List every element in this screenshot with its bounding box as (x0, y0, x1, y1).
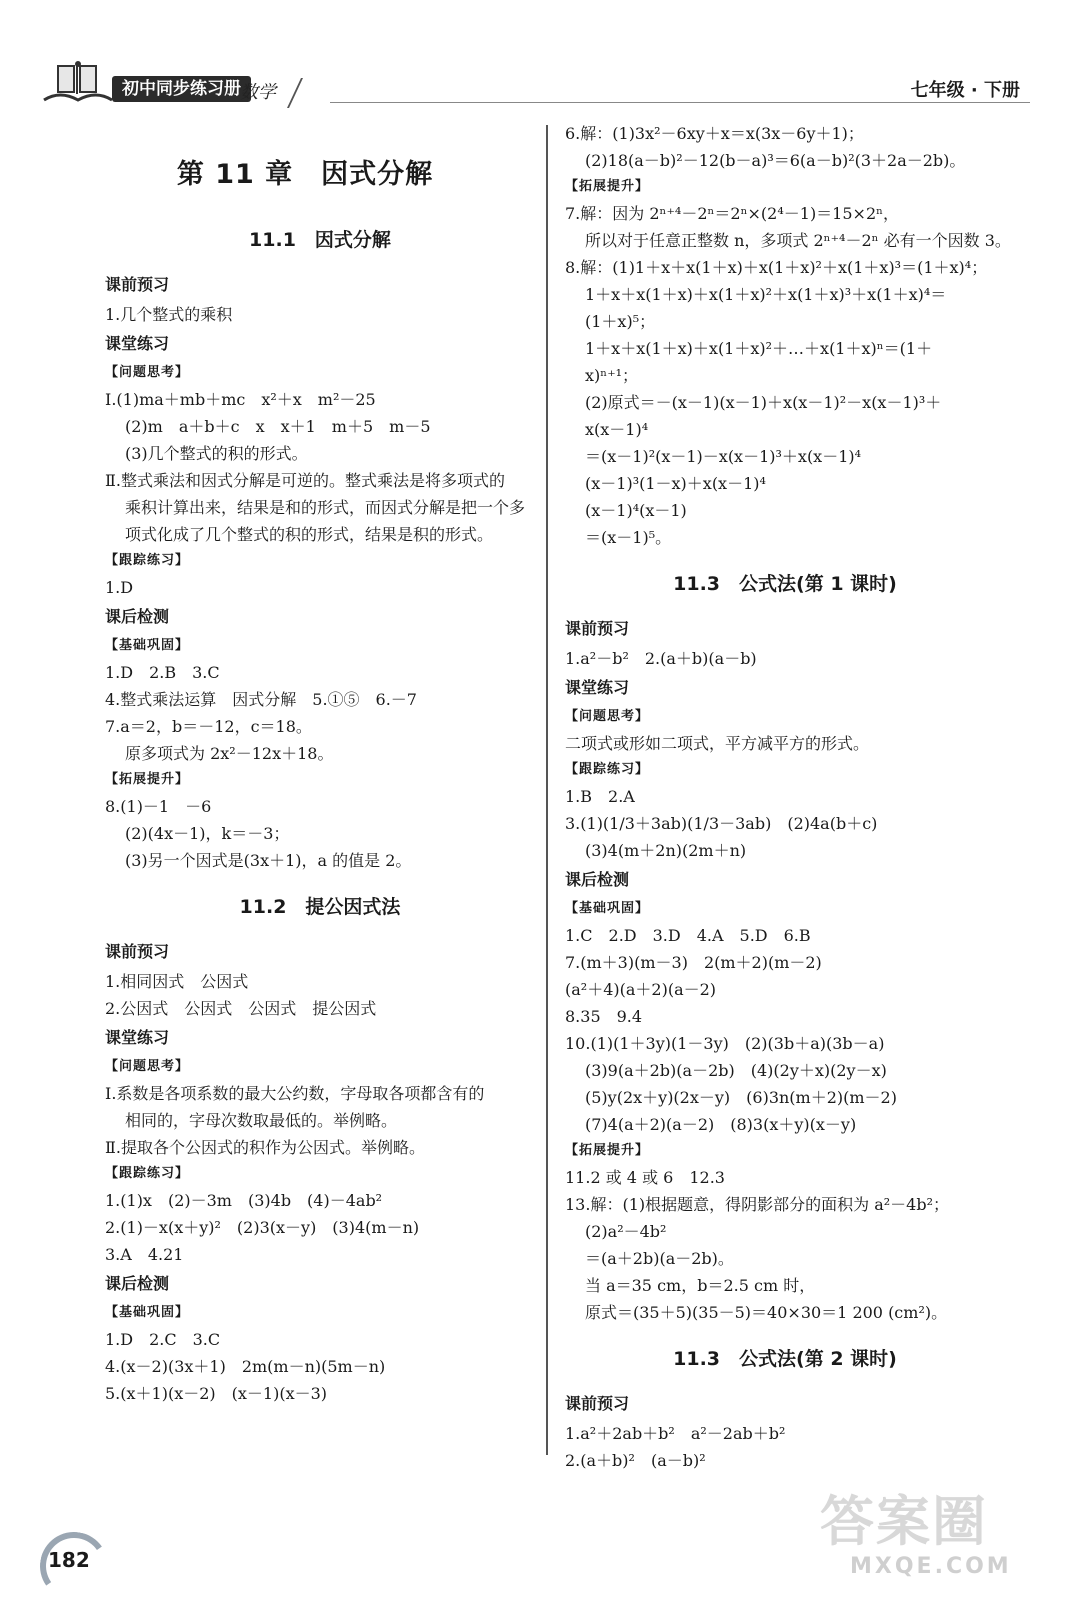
answer-line: 4.(x－2)(3x＋1) 2m(m－n)(5m－n) (105, 1357, 386, 1376)
subject-label: 数学 (240, 82, 276, 103)
answer-line: (x－1)³(1－x)＋x(x－1)⁴ (585, 474, 766, 493)
watermark-url: MXQE.COM (850, 1554, 1012, 1579)
answer-line: (2)18(a－b)²－12(b－a)³＝6(a－b)²(3＋2a－2b)。 (585, 151, 966, 170)
chapter-title: 第 11 章 因式分解 (176, 159, 434, 190)
subsection-heading: 课堂练习 (105, 334, 170, 353)
answer-line: (2)a²－4b² (585, 1222, 667, 1241)
exercise-tag: 【基础巩固】 (105, 638, 190, 653)
exercise-tag: 【拓展提升】 (565, 179, 650, 194)
answer-line: 7.a＝2，b＝－12，c＝18。 (105, 717, 312, 736)
answer-line: 相同的，字母次数取最低的。举例略。 (125, 1111, 398, 1130)
answer-line: Ⅰ.系数是各项系数的最大公约数，字母取各项都含有的 (105, 1084, 485, 1103)
series-title: 初中同步练习册 (112, 76, 251, 102)
answer-line: 1＋x＋x(1＋x)＋x(1＋x)²＋…＋x(1＋x)ⁿ＝(1＋ (585, 339, 933, 358)
answer-line: 当 a＝35 cm，b＝2.5 cm 时， (585, 1276, 816, 1295)
exercise-tag: 【拓展提升】 (105, 772, 190, 787)
section-title: 11.2 提公因式法 (239, 896, 401, 918)
answer-line: 8.(1)－1 －6 (105, 797, 212, 816)
answer-line: 1.几个整式的乘积 (105, 305, 233, 324)
answer-line: 1.D 2.B 3.C (105, 663, 220, 682)
subsection-heading: 课后检测 (105, 1274, 170, 1293)
subsection-heading: 课后检测 (105, 607, 170, 626)
page-number-text: 182 (48, 1548, 90, 1572)
answer-line: 3.A 4.21 (105, 1245, 184, 1264)
page-header (40, 60, 1030, 110)
answer-line: 2.(a＋b)² (a－b)² (565, 1451, 706, 1470)
answer-line: 1.D 2.C 3.C (105, 1330, 221, 1349)
exercise-tag: 【基础巩固】 (105, 1305, 190, 1320)
exercise-tag: 【跟踪练习】 (105, 1166, 190, 1181)
answer-line: (7)4(a＋2)(a－2) (8)3(x＋y)(x－y) (585, 1115, 857, 1134)
answer-line: 11.2 或 4 或 6 12.3 (565, 1168, 725, 1187)
watermark-main: 答案圈 (820, 1490, 988, 1553)
header-rule (330, 102, 1030, 103)
answer-line: (x－1)⁴(x－1) (585, 501, 687, 520)
answer-line: (5)y(2x＋y)(2x－y) (6)3n(m＋2)(m－2) (585, 1088, 897, 1107)
subsection-heading: 课堂练习 (105, 1028, 170, 1047)
subsection-heading: 课前预习 (565, 619, 630, 638)
section-title: 11.1 因式分解 (249, 229, 391, 251)
answer-line: 1.a²－b² 2.(a＋b)(a－b) (565, 649, 757, 668)
answer-line: (2)原式＝－(x－1)(x－1)＋x(x－1)²－x(x－1)³＋ (585, 393, 942, 412)
book-logo-icon (40, 60, 116, 106)
right-column (565, 120, 1011, 1474)
answer-line: x(x－1)⁴ (585, 420, 649, 439)
exercise-tag: 【问题思考】 (105, 365, 190, 380)
answer-line: 原式＝(35＋5)(35－5)＝40×30＝1 200 (cm²)。 (585, 1303, 948, 1322)
answer-line: 1.a²＋2ab＋b² a²－2ab＋b² (565, 1424, 786, 1443)
answer-line: 10.(1)(1＋3y)(1－3y) (2)(3b＋a)(3b－a) (565, 1034, 885, 1053)
answer-line: 原多项式为 2x²－12x＋18。 (125, 744, 334, 763)
answer-line: Ⅱ.整式乘法和因式分解是可逆的。整式乘法是将多项式的 (105, 471, 505, 490)
answer-line: ＝(x－1)⁵。 (585, 528, 672, 547)
header-slash-divider (287, 78, 303, 108)
answer-line: (3)几个整式的积的形式。 (125, 444, 308, 463)
answer-line: Ⅱ.提取各个公因式的积作为公因式。举例略。 (105, 1138, 425, 1157)
answer-line: (3)9(a＋2b)(a－2b) (4)(2y＋x)(2y－x) (585, 1061, 887, 1080)
answer-line: 6.解：(1)3x²－6xy＋x＝x(3x－6y＋1)； (565, 124, 864, 143)
exercise-tag: 【问题思考】 (105, 1059, 190, 1074)
column-divider (546, 125, 548, 1455)
grade-label: 七年级 · 下册 (910, 80, 1020, 101)
subsection-heading: 课前预习 (105, 942, 170, 961)
subsection-heading: 课前预习 (565, 1394, 630, 1413)
answer-line: 2.公因式 公因式 公因式 提公因式 (105, 999, 377, 1018)
exercise-tag: 【跟踪练习】 (105, 553, 190, 568)
subsection-heading: 课前预习 (105, 275, 170, 294)
answer-line: 1.相同因式 公因式 (105, 972, 249, 991)
answer-line: 1.C 2.D 3.D 4.A 5.D 6.B (565, 926, 811, 945)
answer-line: ＝(a＋2b)(a－2b)。 (585, 1249, 734, 1268)
answer-line: 项式化成了几个整式的积的形式，结果是积的形式。 (125, 525, 494, 544)
watermark (820, 1490, 1030, 1590)
answer-line: (2)(4x－1)，k＝－3； (125, 824, 290, 843)
answer-line: x)ⁿ⁺¹； (585, 366, 639, 385)
answer-line: (3)另一个因式是(3x＋1)，a 的值是 2。 (125, 851, 412, 870)
answer-line: 3.(1)(1/3＋3ab)(1/3－3ab) (2)4a(b＋c) (565, 814, 878, 833)
answer-line: 乘积计算出来，结果是和的形式，而因式分解是把一个多 (125, 498, 526, 517)
answer-line: 2.(1)－x(x＋y)² (2)3(x－y) (3)4(m－n) (105, 1218, 420, 1237)
answer-line: 7.解：因为 2ⁿ⁺⁴－2ⁿ＝2ⁿ×(2⁴－1)＝15×2ⁿ， (565, 204, 900, 223)
answer-line: 1.D (105, 578, 134, 597)
exercise-tag: 【问题思考】 (565, 709, 650, 724)
section-title: 11.3 公式法(第 1 课时) (673, 573, 897, 595)
left-column (105, 120, 535, 1407)
answer-line: 13.解：(1)根据题意，得阴影部分的面积为 a²－4b²； (565, 1195, 949, 1214)
answer-line: 4.整式乘法运算 因式分解 5.①⑤ 6.－7 (105, 690, 417, 709)
subsection-heading: 课堂练习 (565, 678, 630, 697)
exercise-tag: 【拓展提升】 (565, 1143, 650, 1158)
answer-line: 7.(m＋3)(m－3) 2(m＋2)(m－2) (565, 953, 822, 972)
answer-line: 8.解：(1)1＋x＋x(1＋x)＋x(1＋x)²＋x(1＋x)³＝(1＋x)⁴； (565, 258, 988, 277)
subsection-heading: 课后检测 (565, 870, 630, 889)
answer-line: (2)m a＋b＋c x x＋1 m＋5 m－5 (125, 417, 431, 436)
page-number (40, 1532, 100, 1572)
answer-line: 二项式或形如二项式，平方减平方的形式。 (565, 734, 870, 753)
exercise-tag: 【跟踪练习】 (565, 762, 650, 777)
answer-line: 1.B 2.A (565, 787, 635, 806)
answer-line: ＝(x－1)²(x－1)－x(x－1)³＋x(x－1)⁴ (585, 447, 862, 466)
answer-line: 1＋x＋x(1＋x)＋x(1＋x)²＋x(1＋x)³＋x(1＋x)⁴＝ (585, 285, 947, 304)
answer-line: Ⅰ.(1)ma＋mb＋mc x²＋x m²－25 (105, 390, 376, 409)
answer-line: 5.(x＋1)(x－2) (x－1)(x－3) (105, 1384, 328, 1403)
answer-line: (3)4(m＋2n)(2m＋n) (585, 841, 747, 860)
answer-line: (a²＋4)(a＋2)(a－2) (565, 980, 717, 999)
exercise-tag: 【基础巩固】 (565, 901, 650, 916)
answer-line: (1＋x)⁵； (585, 312, 656, 331)
answer-line: 所以对于任意正整数 n，多项式 2ⁿ⁺⁴－2ⁿ 必有一个因数 3。 (585, 231, 1011, 250)
answer-line: 8.35 9.4 (565, 1007, 643, 1026)
section-title: 11.3 公式法(第 2 课时) (673, 1348, 897, 1370)
answer-line: 1.(1)x (2)－3m (3)4b (4)－4ab² (105, 1191, 383, 1210)
